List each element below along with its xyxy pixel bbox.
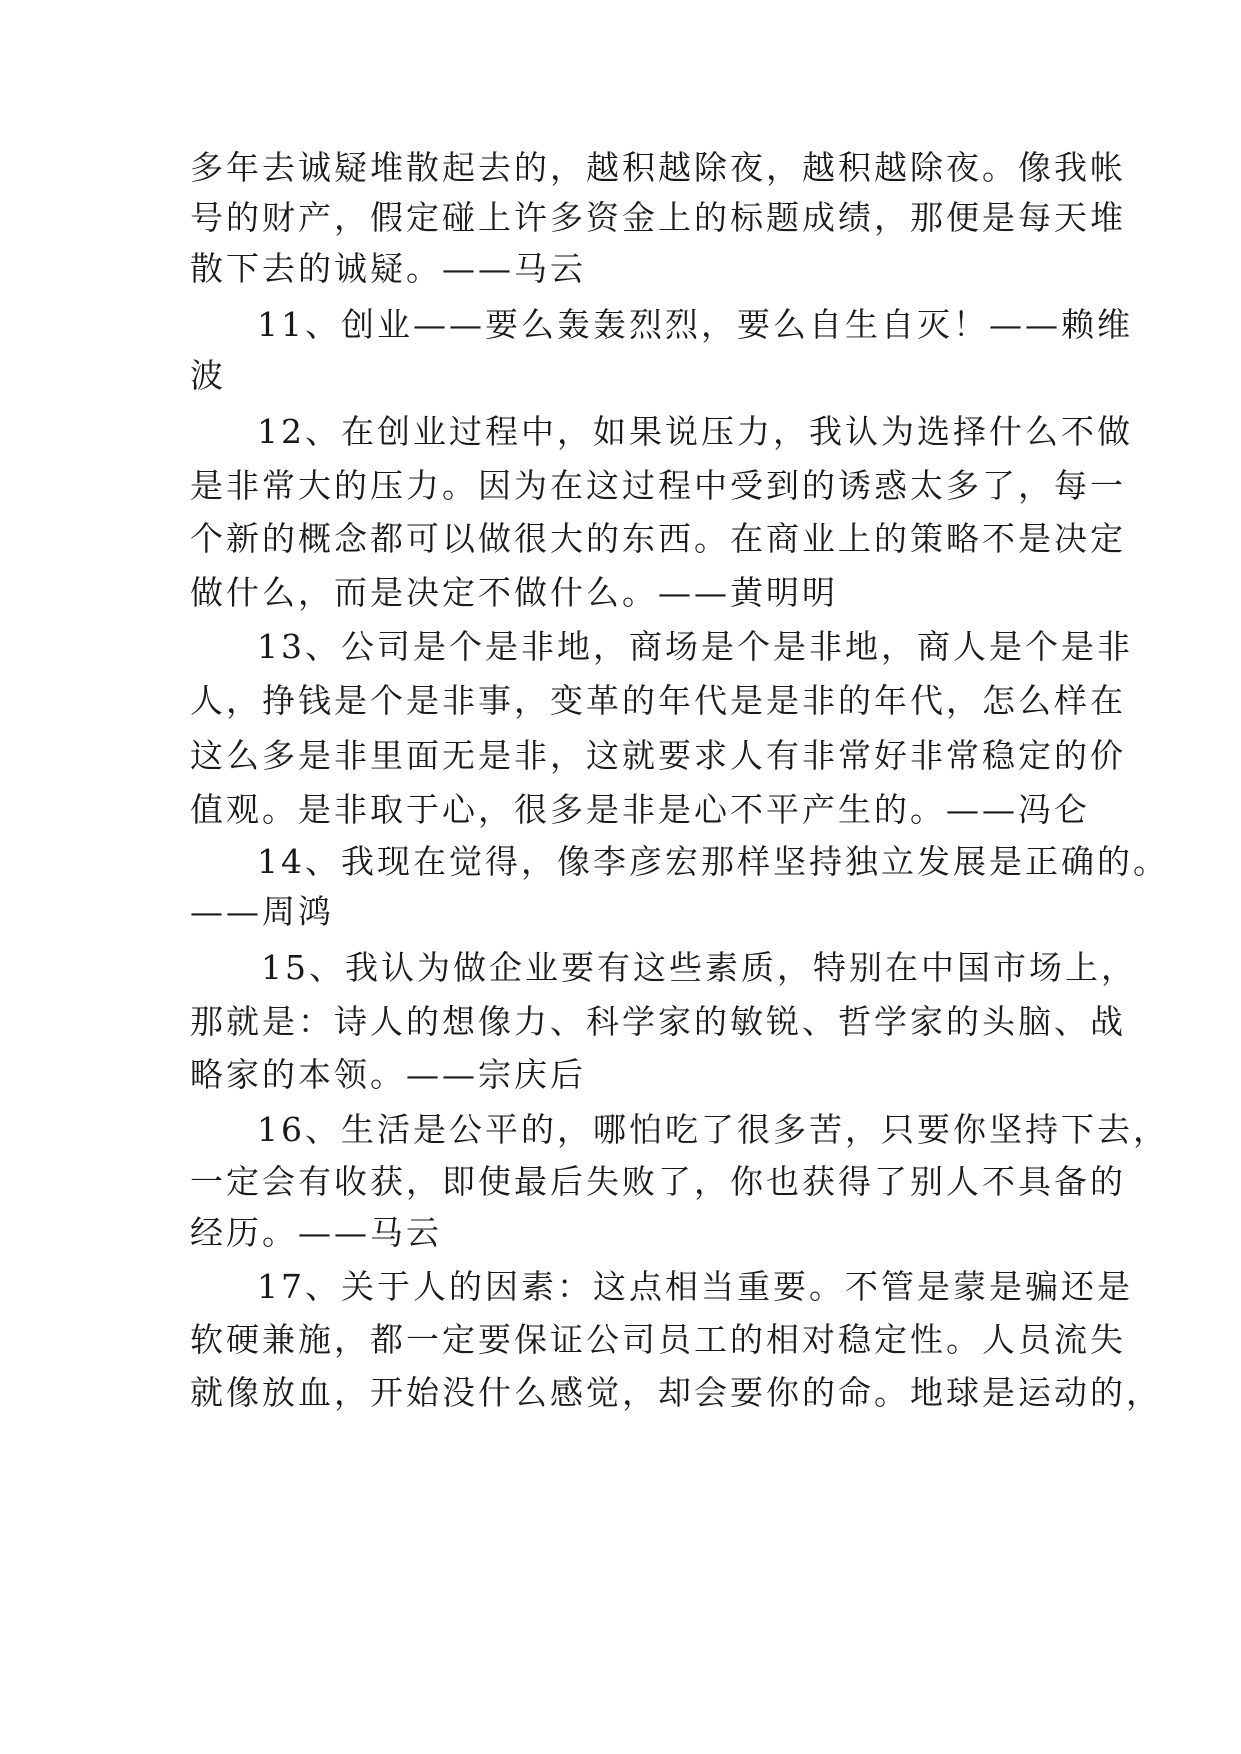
text-line: 号的财产，假定碰上许多资金上的标题成绩，那便是每天堆 xyxy=(190,198,1126,237)
quote-13-line: 13、公司是个是非地，商场是个是非地，商人是个是非 xyxy=(257,627,1133,666)
quote-11-line: 11、创业——要么轰轰烈烈，要么自生自灭！——赖维 xyxy=(257,305,1133,344)
quote-14-line: 14、我现在觉得，像李彦宏那样坚持独立发展是正确的。 xyxy=(257,842,1169,881)
text-line: 散下去的诚疑。——马云 xyxy=(190,249,586,288)
quote-16-line: 16、生活是公平的，哪怕吃了很多苦，只要你坚持下去， xyxy=(257,1110,1169,1149)
text-line: 人，挣钱是个是非事，变革的年代是是非的年代，怎么样在 xyxy=(190,681,1126,720)
text-line: ——周鸿 xyxy=(190,892,334,931)
text-line: 波 xyxy=(190,356,226,395)
text-line: 经历。——马云 xyxy=(190,1213,442,1252)
text-line: 软硬兼施，都一定要保证公司员工的相对稳定性。人员流失 xyxy=(190,1320,1126,1359)
text-line: 那就是：诗人的想像力、科学家的敏锐、哲学家的头脑、战 xyxy=(190,1002,1126,1041)
quote-12-line: 12、在创业过程中，如果说压力，我认为选择什么不做 xyxy=(257,412,1133,451)
quote-15-line: 15、我认为做企业要有这些素质，特别在中国市场上， xyxy=(261,948,1137,987)
text-line: 就像放血，开始没什么感觉，却会要你的命。地球是运动的， xyxy=(190,1373,1162,1412)
text-line: 多年去诚疑堆散起去的，越积越除夜，越积越除夜。像我帐 xyxy=(190,148,1126,187)
text-line: 略家的本领。——宗庆后 xyxy=(190,1055,586,1094)
text-line: 值观。是非取于心，很多是非是心不平产生的。——冯仑 xyxy=(190,790,1090,829)
text-line: 是非常大的压力。因为在这过程中受到的诱惑太多了，每一 xyxy=(190,466,1126,505)
quote-17-line: 17、关于人的因素：这点相当重要。不管是蒙是骗还是 xyxy=(257,1267,1133,1306)
text-line: 这么多是非里面无是非，这就要求人有非常好非常稳定的价 xyxy=(190,736,1126,775)
text-line: 做什么，而是决定不做什么。——黄明明 xyxy=(190,573,838,612)
text-line: 个新的概念都可以做很大的东西。在商业上的策略不是决定 xyxy=(190,519,1126,558)
text-line: 一定会有收获，即使最后失败了，你也获得了别人不具备的 xyxy=(190,1162,1126,1201)
